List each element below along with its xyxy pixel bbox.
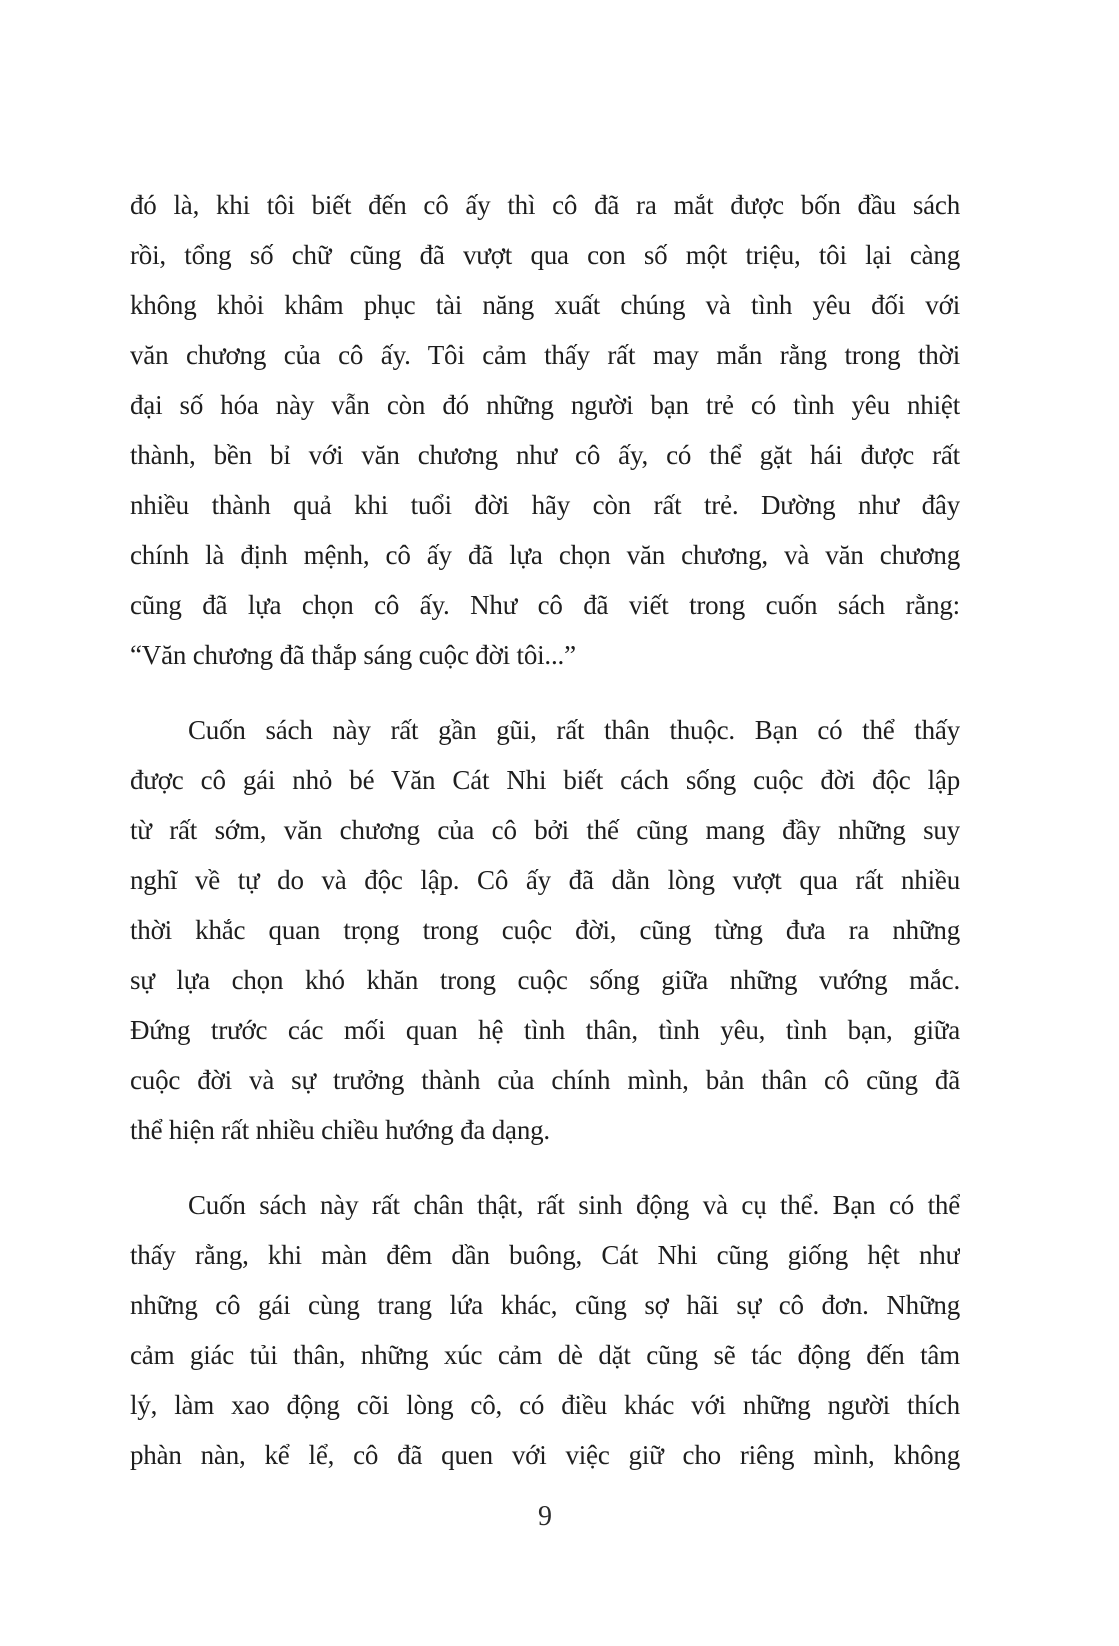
text-line: Cuốn sách này rất gần gũi, rất thân thuộc. Bạn có thể thấy	[188, 715, 960, 745]
text-line: đó là, khi tôi biết đến cô ấy thì cô đã ra mắt được bốn đầu sách	[130, 190, 960, 220]
text-line: không khỏi khâm phục tài năng xuất chúng và tình yêu đối với	[130, 290, 960, 320]
text-line: nhiều thành quả khi tuổi đời hãy còn rất trẻ. Dường như đây	[130, 490, 960, 520]
text-line: lý, làm xao động cõi lòng cô, có điều khác với những người thích	[130, 1390, 960, 1420]
text-line: văn chương của cô ấy. Tôi cảm thấy rất may mắn rằng trong thời	[130, 340, 960, 370]
text-line: thể hiện rất nhiều chiều hướng đa dạng.	[130, 1115, 550, 1145]
text-line: những cô gái cùng trang lứa khác, cũng sợ hãi sự cô đơn. Những	[130, 1290, 960, 1320]
page-text-block	[130, 180, 960, 1480]
text-line: được cô gái nhỏ bé Văn Cát Nhi biết cách sống cuộc đời độc lập	[130, 765, 960, 795]
text-line: đại số hóa này vẫn còn đó những người bạn trẻ có tình yêu nhiệt	[130, 390, 960, 420]
text-line: cũng đã lựa chọn cô ấy. Như cô đã viết trong cuốn sách rằng:	[130, 590, 960, 620]
paragraph	[130, 1180, 960, 1480]
page-number: 9	[538, 1501, 552, 1532]
text-line: Cuốn sách này rất chân thật, rất sinh động và cụ thể. Bạn có thể	[188, 1190, 960, 1220]
text-line: Đứng trước các mối quan hệ tình thân, tình yêu, tình bạn, giữa	[130, 1015, 960, 1045]
text-line: thời khắc quan trọng trong cuộc đời, cũng từng đưa ra những	[130, 915, 960, 945]
text-line: thấy rằng, khi màn đêm dần buông, Cát Nhi cũng giống hệt như	[130, 1240, 960, 1270]
text-line: rồi, tổng số chữ cũng đã vượt qua con số một triệu, tôi lại càng	[130, 240, 960, 270]
text-line: sự lựa chọn khó khăn trong cuộc sống giữa những vướng mắc.	[130, 965, 960, 995]
text-line: chính là định mệnh, cô ấy đã lựa chọn văn chương, và văn chương	[130, 540, 960, 570]
text-line: “Văn chương đã thắp sáng cuộc đời tôi...”	[130, 640, 576, 670]
paragraph	[130, 180, 960, 680]
paragraph	[130, 705, 960, 1155]
text-line: nghĩ về tự do và độc lập. Cô ấy đã dằn lòng vượt qua rất nhiều	[130, 865, 960, 895]
text-line: thành, bền bỉ với văn chương như cô ấy, có thể gặt hái được rất	[130, 440, 960, 470]
text-line: phàn nàn, kể lể, cô đã quen với việc giữ cho riêng mình, không	[130, 1440, 960, 1470]
text-line: cảm giác tủi thân, những xúc cảm dè dặt cũng sẽ tác động đến tâm	[130, 1340, 960, 1370]
text-line: từ rất sớm, văn chương của cô bởi thế cũng mang đầy những suy	[130, 815, 960, 845]
text-line: cuộc đời và sự trưởng thành của chính mình, bản thân cô cũng đã	[130, 1065, 960, 1095]
